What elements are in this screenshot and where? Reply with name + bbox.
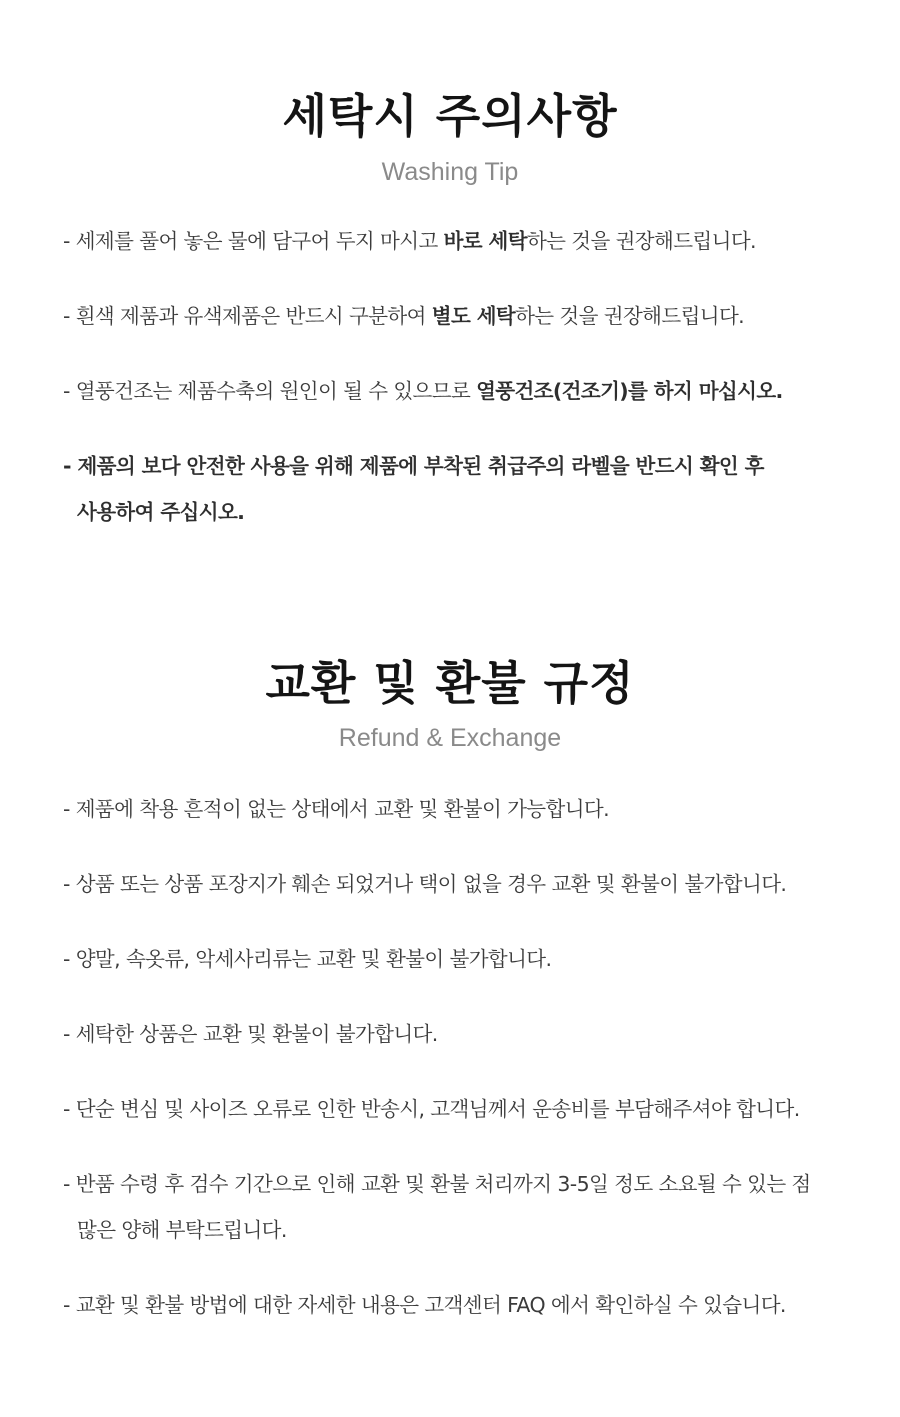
- washing-item-2-bold: 별도 세탁: [431, 304, 516, 328]
- refund-item-1: - 제품에 착용 흔적이 없는 상태에서 교환 및 환불이 가능합니다.: [63, 797, 610, 821]
- washing-item-3-bold: 열풍건조(건조기)를 하지 마십시오.: [476, 379, 783, 403]
- refund-title: 교환 및 환불 규정: [265, 656, 635, 710]
- washing-item-3-text: - 열풍건조는 제품수축의 원인이 될 수 있으므로: [63, 379, 477, 403]
- refund-item-3: - 양말, 속옷류, 악세사리류는 교환 및 환불이 불가합니다.: [63, 947, 552, 971]
- washing-subtitle: Washing Tip: [381, 158, 519, 186]
- refund-item-6-line2: 많은 양해 부탁드립니다.: [77, 1218, 287, 1242]
- washing-item-4-line2: 사용하여 주십시오.: [77, 500, 245, 524]
- washing-item-1-text: - 세제를 풀어 놓은 물에 담구어 두지 마시고: [63, 229, 444, 253]
- refund-item-5: - 단순 변심 및 사이즈 오류로 인한 반송시, 고객님께서 운송비를 부담해주셔야 합니다.: [63, 1097, 800, 1121]
- washing-title: 세탁시 주의사항: [282, 89, 618, 143]
- washing-item-4: [63, 443, 863, 535]
- washing-item-1-bold: 바로 세탁: [443, 229, 527, 253]
- refund-item-6-line1: - 반품 수령 후 검수 기간으로 인해 교환 및 환불 처리까지 3-5일 정도 소요될 수 있는 점: [63, 1172, 811, 1196]
- washing-item-1: [63, 218, 863, 264]
- washing-item-2-text: - 흰색 제품과 유색제품은 반드시 구분하여: [63, 304, 432, 328]
- refund-item-7: - 교환 및 환불 방법에 대한 자세한 내용은 고객센터 FAQ 에서 확인하실 수 있습니다.: [63, 1293, 786, 1317]
- refund-item-6: [63, 1161, 863, 1253]
- washing-item-4-line1: - 제품의 보다 안전한 사용을 위해 제품에 부착된 취급주의 라벨을 반드시 확인 후: [63, 454, 764, 478]
- washing-item-1-post: 하는 것을 권장해드립니다.: [526, 229, 756, 253]
- washing-item-3: [63, 368, 863, 414]
- refund-item-4: - 세탁한 상품은 교환 및 환불이 불가합니다.: [63, 1022, 438, 1046]
- refund-item-2: - 상품 또는 상품 포장지가 훼손 되었거나 택이 없을 경우 교환 및 환불이 불가합니다.: [63, 872, 787, 896]
- washing-item-2-post: 하는 것을 권장해드립니다.: [515, 304, 745, 328]
- washing-item-2: [63, 293, 863, 339]
- refund-subtitle: Refund & Exchange: [338, 724, 562, 752]
